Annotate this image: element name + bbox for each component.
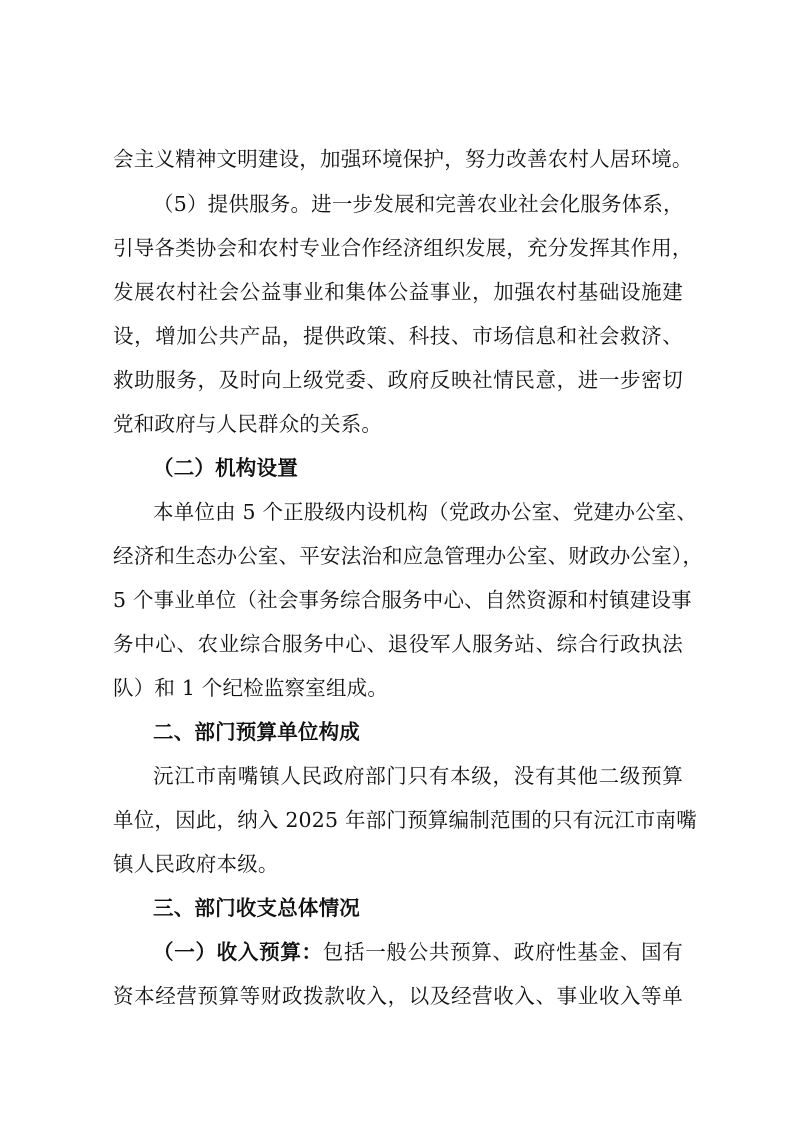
paragraph-line: 党和政府与人民群众的关系。 (113, 412, 383, 436)
paragraph-line: （5）提供服务。进一步发展和完善农业社会化服务体系， (153, 192, 684, 216)
paragraph-line: 救助服务，及时向上级党委、政府反映社情民意，进一步密切 (113, 368, 683, 392)
paragraph-line: 经济和生态办公室、平安法治和应急管理办公室、财政办公室）， (113, 544, 704, 568)
section-heading: （二）机构设置 (153, 456, 298, 480)
paragraph-line: 会主义精神文明建设，加强环境保护，努力改善农村人居环境。 (113, 147, 693, 171)
paragraph-line: 沅江市南嘴镇人民政府部门只有本级，没有其他二级预算 (153, 764, 683, 788)
paragraph-line: 本单位由 5 个正股级内设机构（党政办公室、党建办公室、 (153, 500, 698, 524)
paragraph-line: 镇人民政府本级。 (113, 852, 279, 876)
paragraph-text: 包括一般公共预算、政府性基金、国有 (322, 940, 683, 964)
section-heading: 三、部门收支总体情况 (153, 896, 360, 920)
paragraph-line: 队）和 1 个纪检监察室组成。 (113, 676, 389, 700)
paragraph-line: 发展农村社会公益事业和集体公益事业，加强农村基础设施建 (113, 280, 683, 304)
paragraph-line (153, 937, 683, 967)
subsection-lead: （一）收入预算： (153, 940, 323, 964)
paragraph-line: 资本经营预算等财政拨款收入，以及经营收入、事业收入等单 (113, 984, 683, 1008)
paragraph-line: 设，增加公共产品，提供政策、科技、市场信息和社会救济、 (113, 324, 683, 348)
paragraph-line: 5 个事业单位（社会事务综合服务中心、自然资源和村镇建设事 (113, 588, 692, 612)
paragraph-line: 引导各类协会和农村专业合作经济组织发展，充分发挥其作用， (113, 236, 693, 260)
paragraph-line: 务中心、农业综合服务中心、退役军人服务站、综合行政执法 (113, 632, 683, 656)
section-heading: 二、部门预算单位构成 (153, 720, 360, 744)
paragraph-line: 单位，因此，纳入 2025 年部门预算编制范围的只有沅江市南嘴 (113, 808, 697, 832)
